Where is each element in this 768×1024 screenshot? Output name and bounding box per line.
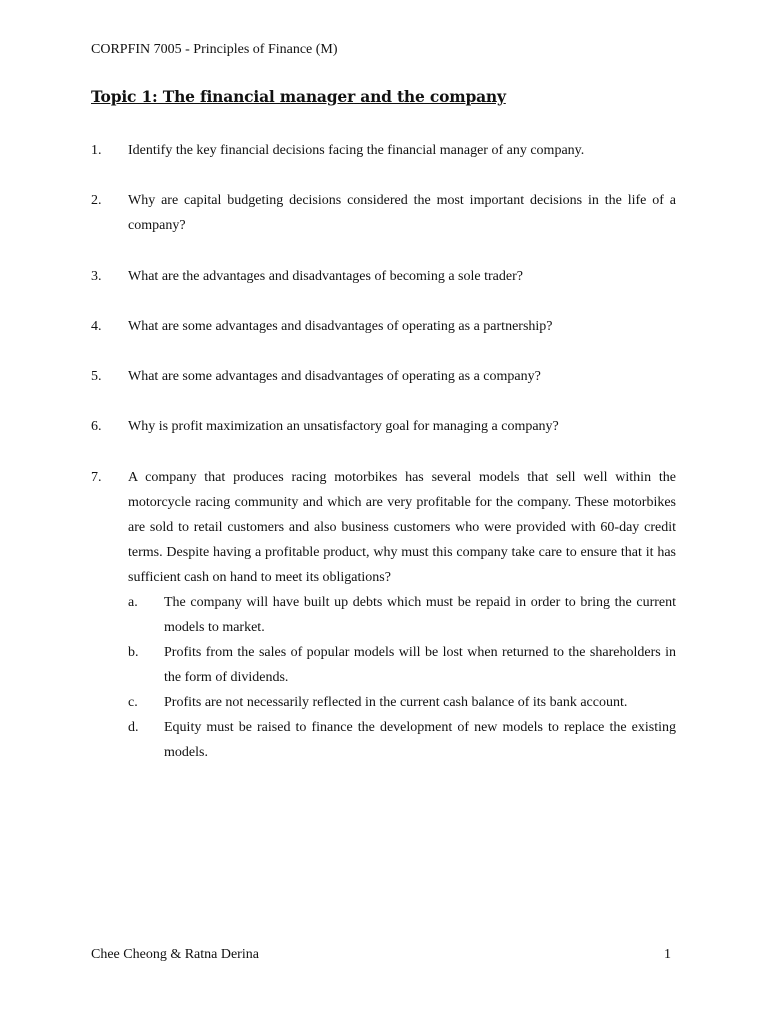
option-text: The company will have built up debts which must be repaid in order to bring the current models to market. xyxy=(164,595,676,635)
answer-option-d xyxy=(128,715,676,765)
question-4 xyxy=(91,314,676,339)
option-text: Equity must be raised to finance the development of new models to replace the existing models. xyxy=(164,720,676,760)
option-text: Profits are not necessarily reflected in the current cash balance of its bank account. xyxy=(164,695,628,710)
question-number: 3. xyxy=(91,269,102,284)
question-text: What are some advantages and disadvantages of operating as a partnership? xyxy=(128,319,553,334)
question-number: 1. xyxy=(91,143,102,158)
answer-option-c xyxy=(128,690,676,715)
question-7 xyxy=(91,465,676,765)
option-letter: a. xyxy=(128,595,138,610)
footer-authors: Chee Cheong & Ratna Derina xyxy=(91,947,259,962)
option-letter: c. xyxy=(128,695,138,710)
question-number: 6. xyxy=(91,419,102,434)
option-letter: b. xyxy=(128,645,139,660)
question-5 xyxy=(91,364,676,389)
question-number: 2. xyxy=(91,193,102,208)
question-number: 7. xyxy=(91,470,102,485)
answer-option-a xyxy=(128,590,676,640)
answer-options xyxy=(128,590,676,765)
page-title: Topic 1: The financial manager and the company xyxy=(91,87,506,106)
question-1 xyxy=(91,138,676,163)
question-number: 4. xyxy=(91,319,102,334)
question-number: 5. xyxy=(91,369,102,384)
page-header: CORPFIN 7005 - Principles of Finance (M) xyxy=(91,42,338,57)
question-text: What are some advantages and disadvantages of operating as a company? xyxy=(128,369,541,384)
option-text: Profits from the sales of popular models will be lost when returned to the shareholders in the form of dividends. xyxy=(164,645,676,685)
option-letter: d. xyxy=(128,720,139,735)
question-6 xyxy=(91,414,676,439)
footer-page-number: 1 xyxy=(664,947,671,962)
question-3 xyxy=(91,264,676,289)
question-text: What are the advantages and disadvantages of becoming a sole trader? xyxy=(128,269,523,284)
question-text: Identify the key financial decisions facing the financial manager of any company. xyxy=(128,143,585,158)
question-2 xyxy=(91,188,676,238)
answer-option-b xyxy=(128,640,676,690)
question-text: A company that produces racing motorbikes has several models that sell well within the motorcycle racing community and which are very profitable for the company. These motorbikes are sold to retail customers and also business customers who were provided with 60-day credit terms. Despite having a profitable product, why must this company take care to ensure that it has sufficient cash on hand to meet its obligations? xyxy=(128,470,676,585)
question-text: Why are capital budgeting decisions considered the most important decisions in the life of a company? xyxy=(128,193,676,233)
question-text: Why is profit maximization an unsatisfactory goal for managing a company? xyxy=(128,419,559,434)
